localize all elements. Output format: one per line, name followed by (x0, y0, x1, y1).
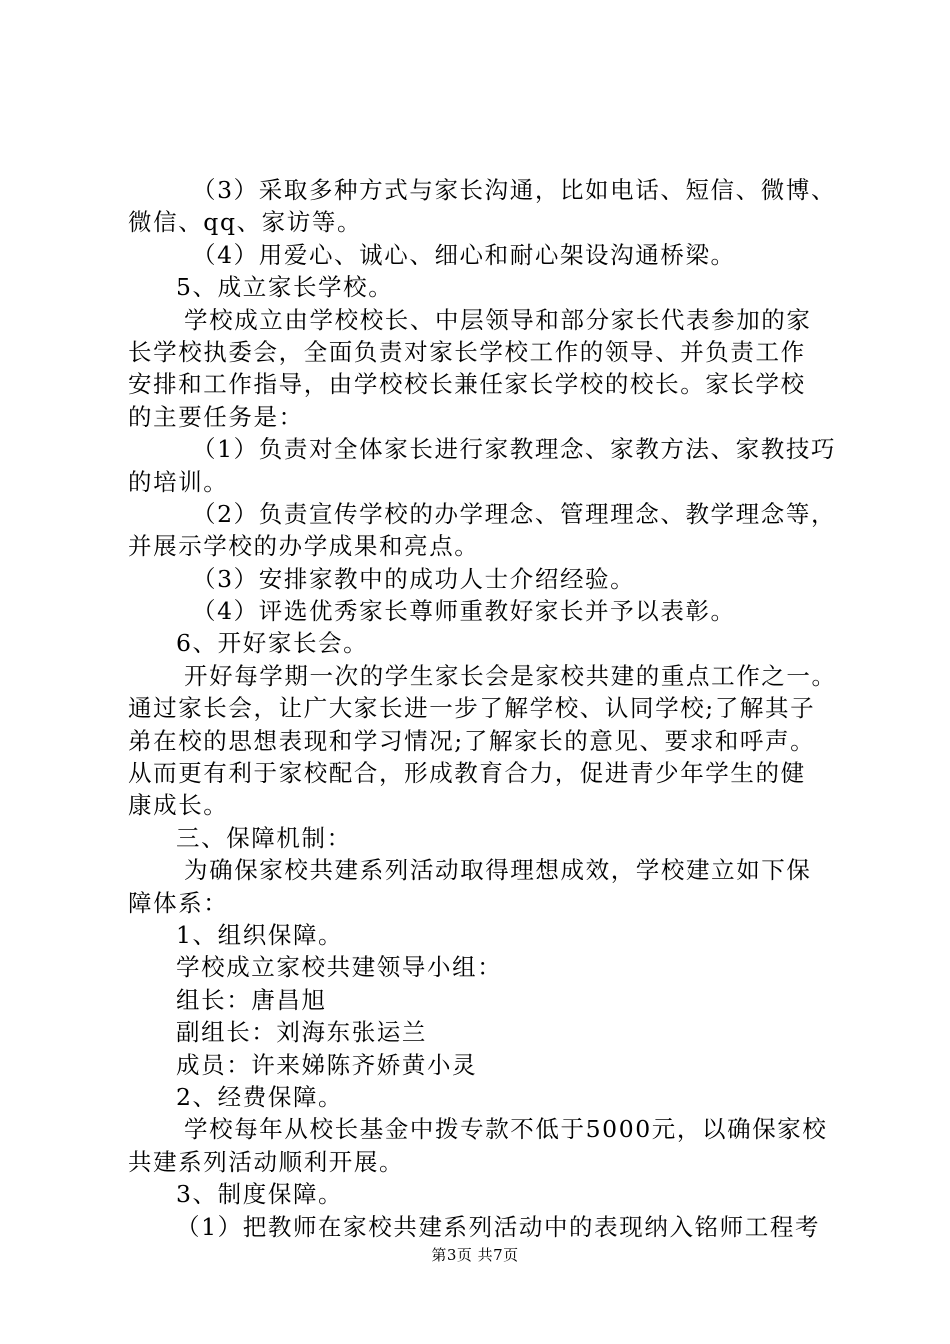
text-line: 5、成立家长学校。 (176, 273, 394, 302)
text-line: 微信、qq、家访等。 (128, 208, 363, 237)
text-line: 开好每学期一次的学生家长会是家校共建的重点工作之一。 (184, 661, 837, 690)
text-line: 康成长。 (128, 791, 229, 820)
text-line: 学校成立由学校校长、中层领导和部分家长代表参加的家 (184, 305, 812, 334)
page-footer: 第3页 共7页 (431, 1246, 519, 1264)
text-line: 成员：许来娣陈齐娇黄小灵 (176, 1050, 478, 1079)
text-line: 障体系： (128, 888, 229, 917)
text-line: （3）采取多种方式与家长沟通，比如电话、短信、微博、 (192, 176, 837, 204)
text-line: 为确保家校共建系列活动取得理想成效，学校建立如下保 (184, 856, 812, 885)
text-line: （4）评选优秀家长尊师重教好家长并予以表彰。 (192, 597, 736, 626)
text-line: 副组长：刘海东张运兰 (176, 1018, 427, 1047)
text-line: 三、保障机制： (176, 823, 352, 852)
text-line: 学校成立家校共建领导小组： (176, 953, 503, 982)
text-line: （3）安排家教中的成功人士介绍经验。 (192, 564, 636, 593)
text-line: 共建系列活动顺利开展。 (128, 1147, 405, 1176)
text-line: 安排和工作指导，由学校校长兼任家长学校的校长。家长学校 (128, 370, 806, 399)
text-line: 从而更有利于家校配合，形成教育合力，促进青少年学生的健 (128, 759, 806, 788)
text-line: 3、制度保障。 (176, 1180, 344, 1209)
text-line: 6、开好家长会。 (176, 629, 369, 658)
text-line: 弟在校的思想表现和学习情况;了解家长的意见、要求和呼声。 (128, 726, 816, 755)
text-line: （4）用爱心、诚心、细心和耐心架设沟通桥梁。 (192, 240, 736, 269)
text-line: 2、经费保障。 (176, 1082, 344, 1111)
text-line: 通过家长会，让广大家长进一步了解学校、认同学校;了解其子 (128, 694, 816, 723)
text-line: 的主要任务是： (128, 402, 304, 431)
text-line: 学校每年从校长基金中拨专款不低于5000元，以确保家校 (184, 1115, 828, 1144)
text-line: （1）负责对全体家长进行家教理念、家教方法、家教技巧 (192, 435, 837, 464)
text-line: 组长：唐昌旭 (176, 985, 327, 1014)
text-line: （1）把教师在家校共建系列活动中的表现纳入铭师工程考 (176, 1212, 821, 1241)
text-line: 1、组织保障。 (176, 920, 344, 949)
text-line: 并展示学校的办学成果和亮点。 (128, 532, 480, 561)
text-line: 的培训。 (128, 467, 229, 496)
document-body (128, 174, 837, 1243)
text-line: 长学校执委会，全面负责对家长学校工作的领导、并负责工作 (128, 337, 806, 366)
text-line: （2）负责宣传学校的办学理念、管理理念、教学理念等， (192, 499, 837, 528)
